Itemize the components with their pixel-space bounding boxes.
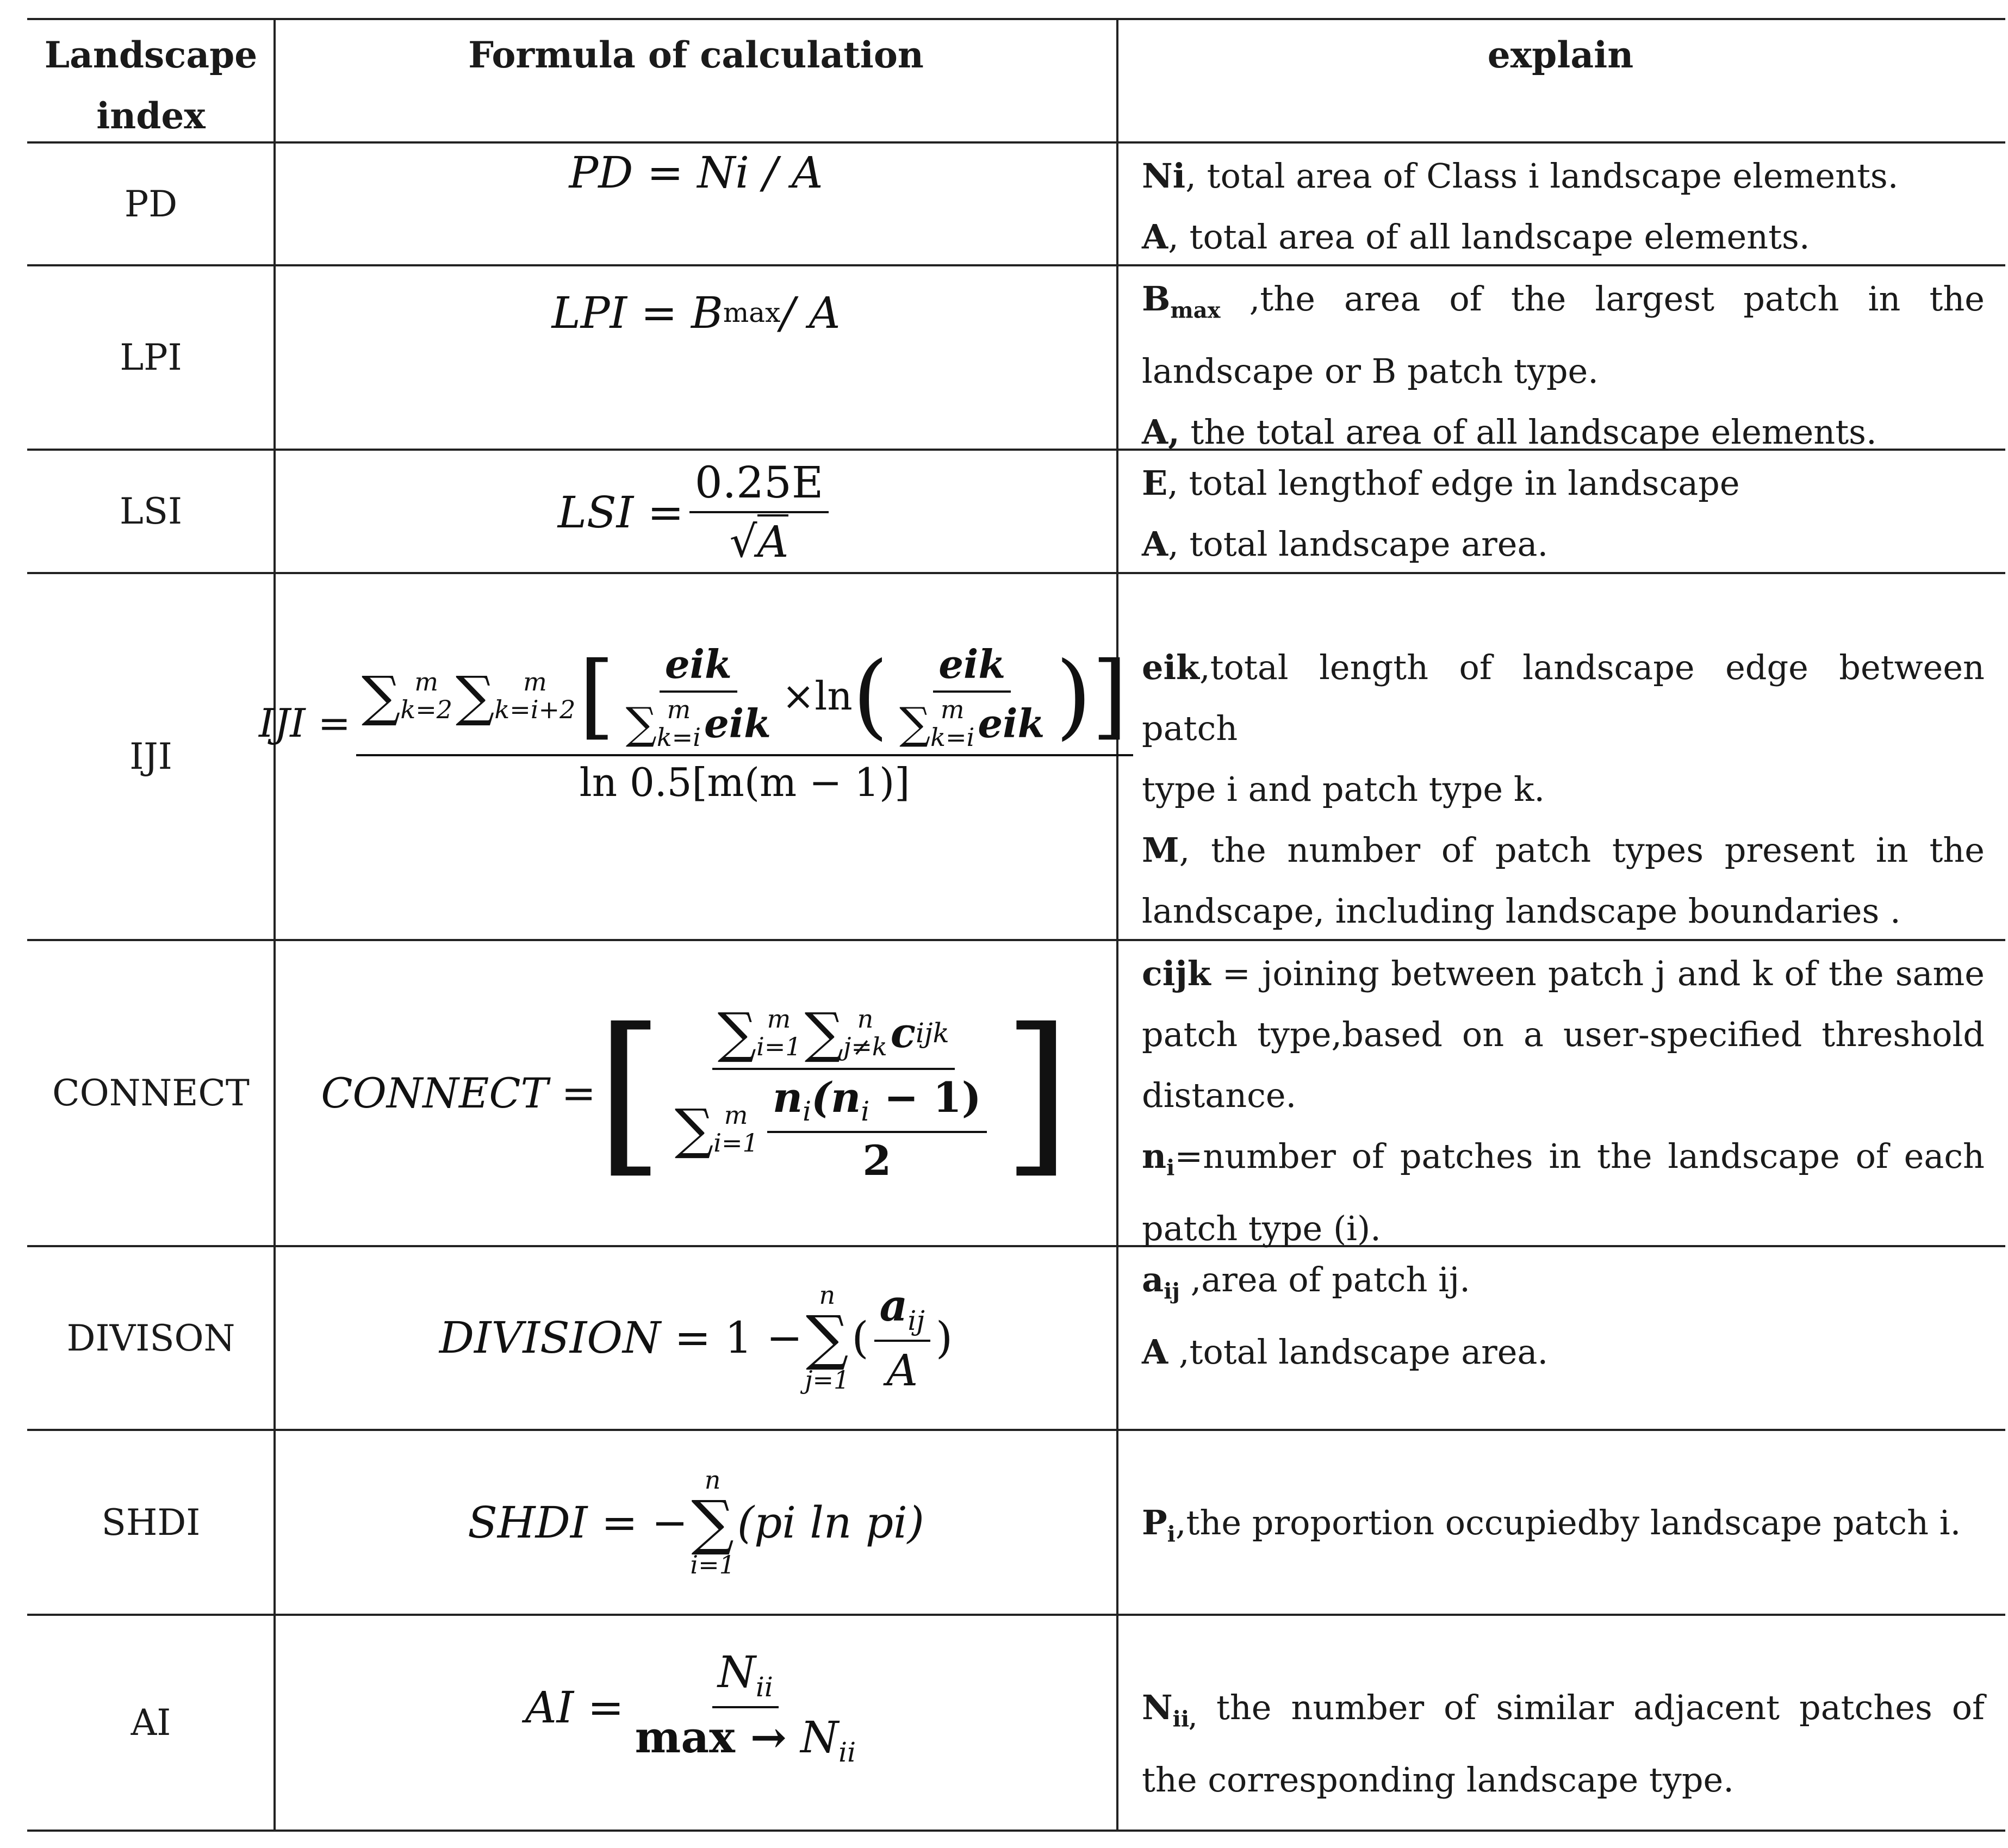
- header-formula: Formula of calculation: [468, 34, 924, 76]
- fraction: ∑ m i=1 ∑ n j≠k c ijk ∑ m i=1 $\frac{n_i(n_i - 1)}{2}$: [669, 1001, 998, 1184]
- fraction: $\frac{a_{ij}}{A}$: [874, 1280, 930, 1396]
- explain-pd: [1142, 146, 1985, 267]
- fraction: $\frac{0.25E}{√A}$: [689, 457, 829, 567]
- explain-line: distance.: [1142, 1075, 1297, 1115]
- index-lpi: LPI: [120, 337, 182, 378]
- index-pd: PD: [124, 183, 178, 225]
- explain-line: the corresponding landscape type.: [1142, 1760, 1734, 1800]
- explain-line: cijk = joining between patch j and k of the same: [1142, 954, 1985, 993]
- explain-divison: [1142, 1249, 1985, 1383]
- fraction: ∑ m k=2 ∑ m k=i+2 [ eik ∑ m k=i eik × ln ( eik ∑ m k=i eik )] ln 0.5[m(m − 1)]: [356, 641, 1133, 805]
- explain-line: M, the number of patch types present in the: [1142, 830, 1985, 870]
- index-connect: CONNECT: [52, 1072, 250, 1114]
- explain-line: A, the total area of all landscape elements.: [1142, 412, 1877, 452]
- explain-connect: [1142, 943, 1985, 1259]
- index-lsi: LSI: [119, 490, 183, 532]
- explain-line: $B_{max}$ ,the area of the largest patch in the: [1142, 279, 1985, 323]
- explain-line: E, total lengthof edge in landscape: [1142, 463, 1740, 503]
- formula-shdi: SHDI = − n ∑ i=1 (pi ln pi): [468, 1465, 924, 1579]
- index-iji: IJI: [129, 736, 172, 777]
- index-ai: AI: [130, 1702, 171, 1744]
- formula-division: DIVISION = 1 − n ∑ j=1 ( $\frac{a_{ij}}{A}$ ): [439, 1279, 953, 1396]
- sum-operator: n ∑ i=1: [690, 1465, 735, 1579]
- explain-line: A, total landscape area.: [1142, 524, 1549, 564]
- explain-line: $n_i=number$ of patches in the landscape of each: [1142, 1136, 1985, 1181]
- formula-ai: AI = $\frac{N_{ii}}{\max \to N_{ii}}$: [280, 1631, 1112, 1783]
- explain-shdi: [1142, 1492, 1985, 1565]
- explain-line: $a_{ij}$ ,area of patch ij.: [1142, 1260, 1470, 1304]
- explain-line: A ,total landscape area.: [1142, 1332, 1549, 1372]
- explain-line: A, total area of all landscape elements.: [1142, 217, 1810, 257]
- index-shdi: SHDI: [101, 1501, 201, 1544]
- explain-line: $P_i,the$ proportion occupiedby landscape patch i.: [1142, 1503, 1961, 1547]
- formula-iji: IJI = ∑ m k=2 ∑ m k=i+2 [ eik ∑ m k=i eik × ln ( eik ∑ m k=i eik )] ln 0.5[m(m − 1)]: [280, 582, 1117, 864]
- explain-line: patch type,based on a user-specified threshold: [1142, 1015, 1985, 1054]
- explain-lpi: [1142, 269, 1985, 463]
- formula-lsi: LSI = $\frac{0.25E}{√A}$: [280, 452, 1112, 572]
- explain-line: landscape, including landscape boundaries .: [1142, 891, 1901, 931]
- explain-line: Ni, total area of Class i landscape elements.: [1142, 156, 1899, 196]
- fraction: $\frac{N_{ii}}{\max \to N_{ii}}$: [635, 1646, 856, 1768]
- explain-line: landscape or B patch type.: [1142, 351, 1599, 391]
- sum-operator: n ∑ j=1: [805, 1280, 850, 1395]
- header-landscape-index: Landscape index: [44, 34, 258, 137]
- explain-line: type i and patch type k.: [1142, 769, 1545, 809]
- explain-iji: [1142, 637, 1985, 942]
- explain-line: $N_{ii,}$ the number of similar adjacent patches of: [1142, 1688, 1985, 1732]
- formula-connect: CONNECT = [ ∑ m i=1 ∑ n j≠k c ijk ∑ m i=1 $\frac{n_i(n_i - 1)}{2}$ ]: [321, 992, 1071, 1194]
- explain-line: eik,total length of landscape edge between patch: [1142, 648, 1985, 748]
- formula-pd: PD = Ni / A: [569, 147, 823, 198]
- formula-lpi: LPI = B max / A: [551, 287, 841, 338]
- explain-line: patch type (i).: [1142, 1209, 1381, 1249]
- header-explain: explain: [1487, 34, 1634, 76]
- explain-ai: [1142, 1677, 1985, 1810]
- explain-lsi: [1142, 453, 1985, 575]
- index-divison: DIVISON: [66, 1317, 235, 1359]
